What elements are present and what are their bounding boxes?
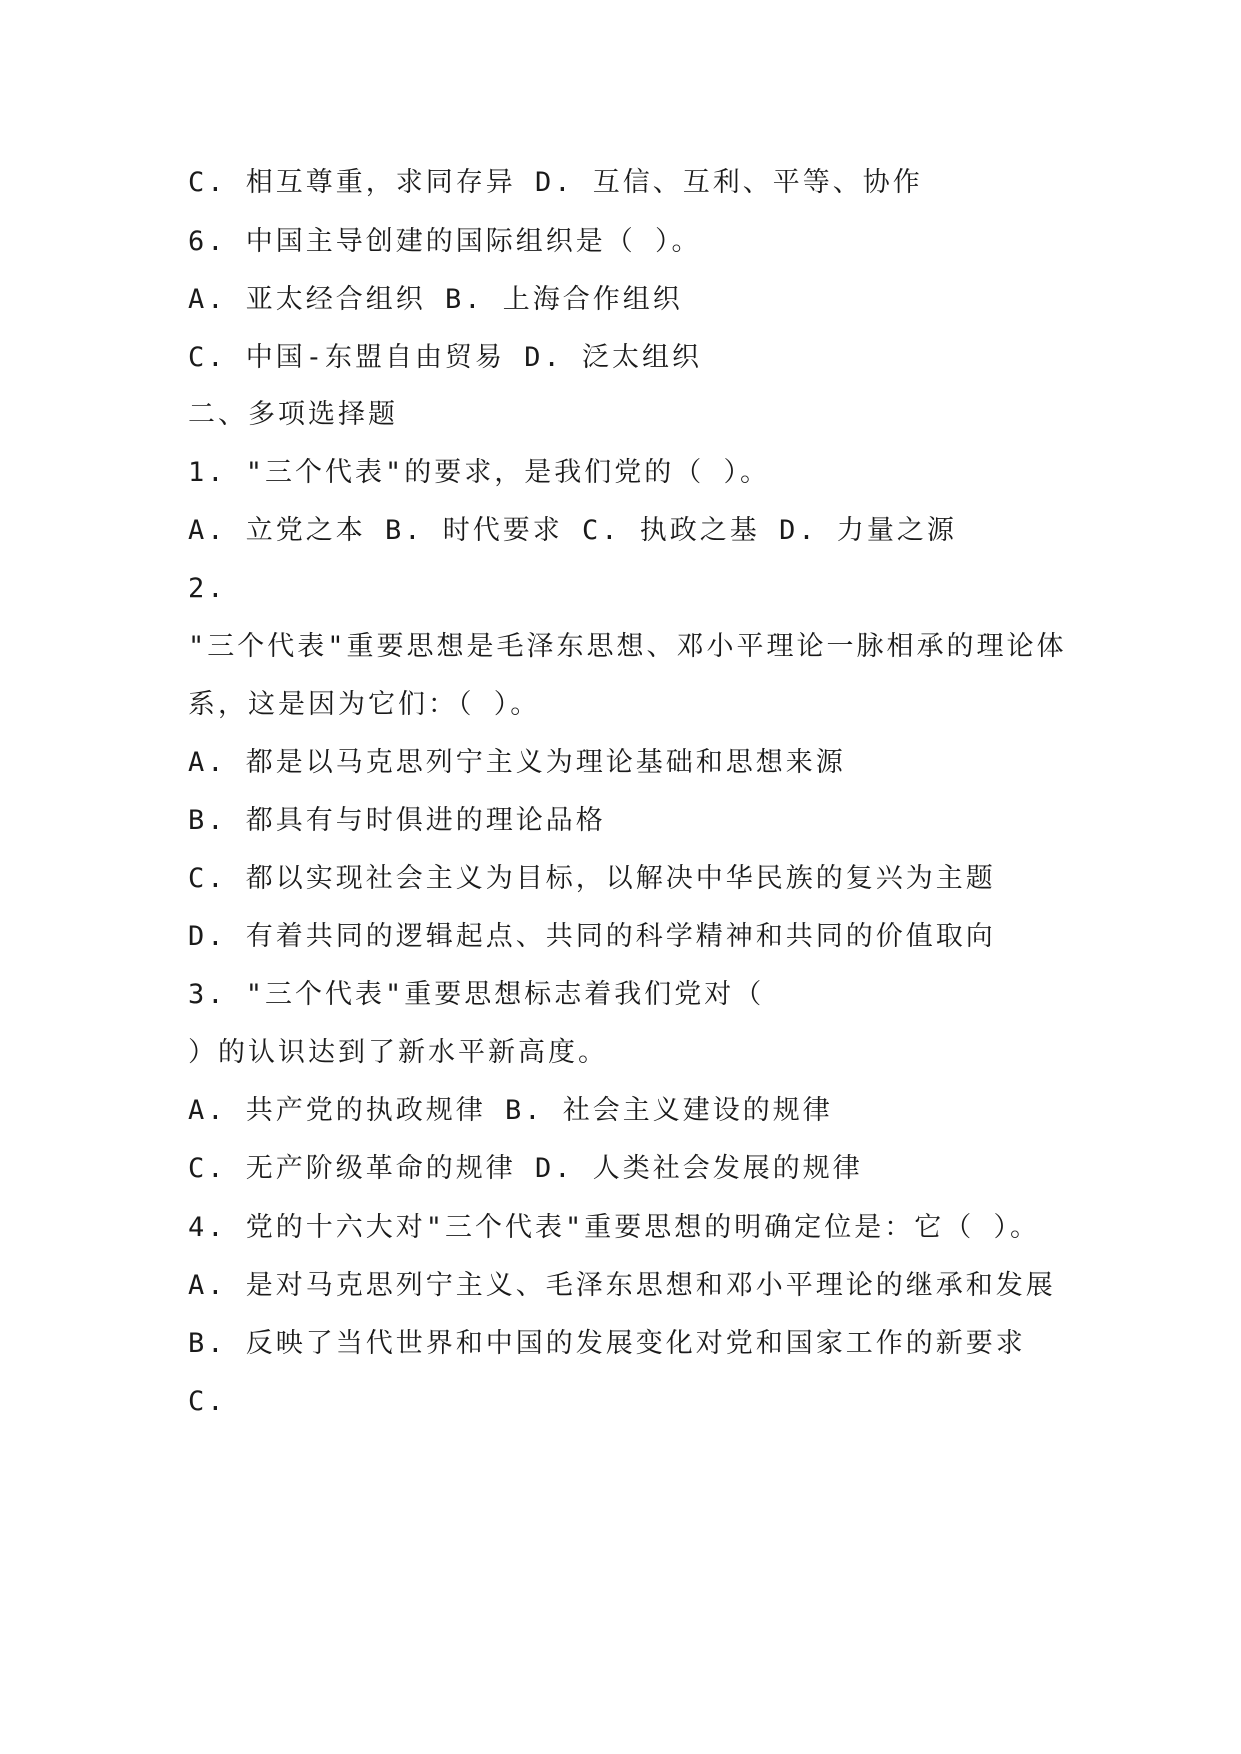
mq-question-3-options-cd: C. 无产阶级革命的规律 D. 人类社会发展的规律	[188, 1153, 863, 1184]
question-6-options-cd: C. 中国-东盟自由贸易 D. 泛太组织	[188, 342, 703, 373]
mq-question-2-option-b: B. 都具有与时俱进的理论品格	[188, 805, 606, 836]
mq-question-2-text: "三个代表"重要思想是毛泽东思想、邓小平理论一脉相承的理论体	[188, 631, 1067, 662]
mq-question-1: 1. "三个代表"的要求，是我们党的（ ）。	[188, 457, 771, 488]
mq-question-2-option-d: D. 有着共同的逻辑起点、共同的科学精神和共同的价值取向	[188, 921, 996, 952]
mq-question-2-option-a: A. 都是以马克思列宁主义为理论基础和思想来源	[188, 747, 846, 778]
mq-question-3-options-ab: A. 共产党的执政规律 B. 社会主义建设的规律	[188, 1095, 833, 1126]
mq-question-3-cont: ）的认识达到了新水平新高度。	[188, 1037, 608, 1068]
mq-question-4-option-a: A. 是对马克思列宁主义、毛泽东思想和邓小平理论的继承和发展	[188, 1270, 1056, 1301]
question-6-options-ab: A. 亚太经合组织 B. 上海合作组织	[188, 284, 683, 315]
mq-question-3: 3. "三个代表"重要思想标志着我们党对（	[188, 979, 765, 1010]
text-line: C. 相互尊重，求同存异 D. 互信、互利、平等、协作	[188, 167, 923, 198]
mq-question-4: 4. 党的十六大对"三个代表"重要思想的明确定位是：它（ ）。	[188, 1212, 1041, 1243]
section-heading: 二、多项选择题	[188, 399, 398, 430]
mq-question-2-text-cont: 系，这是因为它们：（ ）。	[188, 689, 541, 720]
mq-question-1-options: A. 立党之本 B. 时代要求 C. 执政之基 D. 力量之源	[188, 515, 957, 546]
mq-question-2-number: 2.	[188, 573, 227, 604]
mq-question-4-option-b: B. 反映了当代世界和中国的发展变化对党和国家工作的新要求	[188, 1328, 1026, 1359]
question-6: 6. 中国主导创建的国际组织是（ ）。	[188, 226, 702, 257]
mq-question-4-option-c: C.	[188, 1386, 227, 1417]
mq-question-2-option-c: C. 都以实现社会主义为目标，以解决中华民族的复兴为主题	[188, 863, 996, 894]
